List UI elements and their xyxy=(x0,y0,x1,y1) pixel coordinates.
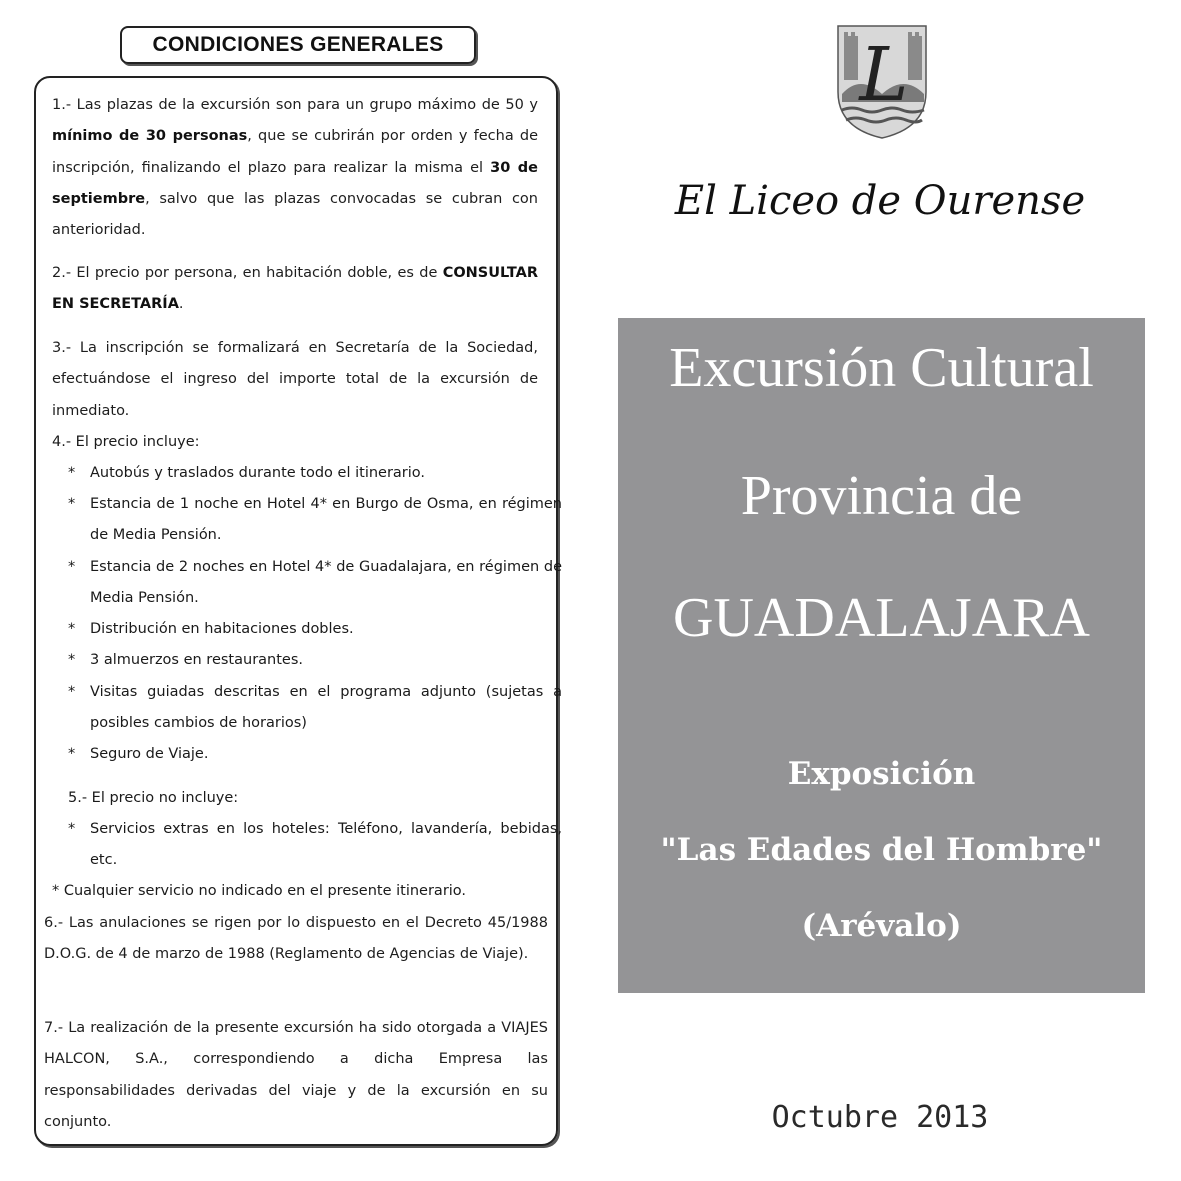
exhibition-location: (Arévalo) xyxy=(801,908,962,944)
exhibition-label: Exposición xyxy=(787,756,976,792)
publication-date: Octubre 2013 xyxy=(771,1100,989,1135)
condition-4-title: 4.- El precio incluye: xyxy=(52,434,200,450)
cover-panel xyxy=(618,318,1145,993)
condition-5-title: 5.- El precio no incluye: xyxy=(68,790,239,806)
condition-3: 3.- La inscripción se formalizará en Secretaría de la Sociedad, efectuándose el ingreso del importe total de la excursión de inmediato. xyxy=(52,340,538,419)
cover-title-line-1: Excursión Cultural xyxy=(669,337,1094,399)
condition-7: 7.- La realización de la presente excursión ha sido otorgada a VIAJES HALCON, S.A., correspondiendo a dicha Empresa las responsabilidades derivadas del viaje y de la excursión en su conjunto. xyxy=(44,1020,548,1130)
organization-name: El Liceo de Ourense xyxy=(674,178,1086,224)
crest-icon xyxy=(836,22,928,140)
condition-1: 1.- Las plazas de la excursión son para un grupo máximo de 50 y mínimo de 30 personas, que se cubrirán por orden y fecha de inscripción, finalizando el plazo para realizar la misma el 30 de septiembre, salvo que las plazas convocadas se cubran con anterioridad. xyxy=(52,97,538,239)
cover-title-line-2: Provincia de xyxy=(740,465,1023,527)
conditions-title: CONDICIONES GENERALES xyxy=(120,26,476,64)
list-item: * Distribución en habitaciones dobles. xyxy=(68,621,354,637)
list-item: * Autobús y traslados durante todo el itinerario. xyxy=(68,465,426,481)
logo-letter: L xyxy=(859,32,909,118)
list-item: * Estancia de 1 noche en Hotel 4* en Burgo de Osma, en régimen de Media Pensión. xyxy=(68,496,562,544)
list-item: * Visitas guiadas descritas en el programa adjunto (sujetas a posibles cambios de horarios) xyxy=(68,684,562,732)
condition-6: 6.- Las anulaciones se rigen por lo dispuesto en el Decreto 45/1988 D.O.G. de 4 de marzo de 1988 (Reglamento de Agencias de Viaje). xyxy=(44,915,548,963)
list-item: * Seguro de Viaje. xyxy=(68,746,209,762)
condition-2: 2.- El precio por persona, en habitación doble, es de CONSULTAR EN SECRETARÍA. xyxy=(52,265,538,313)
list-item: * 3 almuerzos en restaurantes. xyxy=(68,652,303,668)
list-item: * Cualquier servicio no indicado en el presente itinerario. xyxy=(52,883,467,899)
list-item: * Estancia de 2 noches en Hotel 4* de Guadalajara, en régimen de Media Pensión. xyxy=(68,559,562,607)
cover-title-line-3: GUADALAJARA xyxy=(673,587,1090,649)
list-item: * Servicios extras en los hoteles: Teléfono, lavandería, bebidas, etc. xyxy=(68,821,562,869)
exhibition-name: "Las Edades del Hombre" xyxy=(660,832,1103,868)
liceo-crest-logo xyxy=(836,22,928,140)
